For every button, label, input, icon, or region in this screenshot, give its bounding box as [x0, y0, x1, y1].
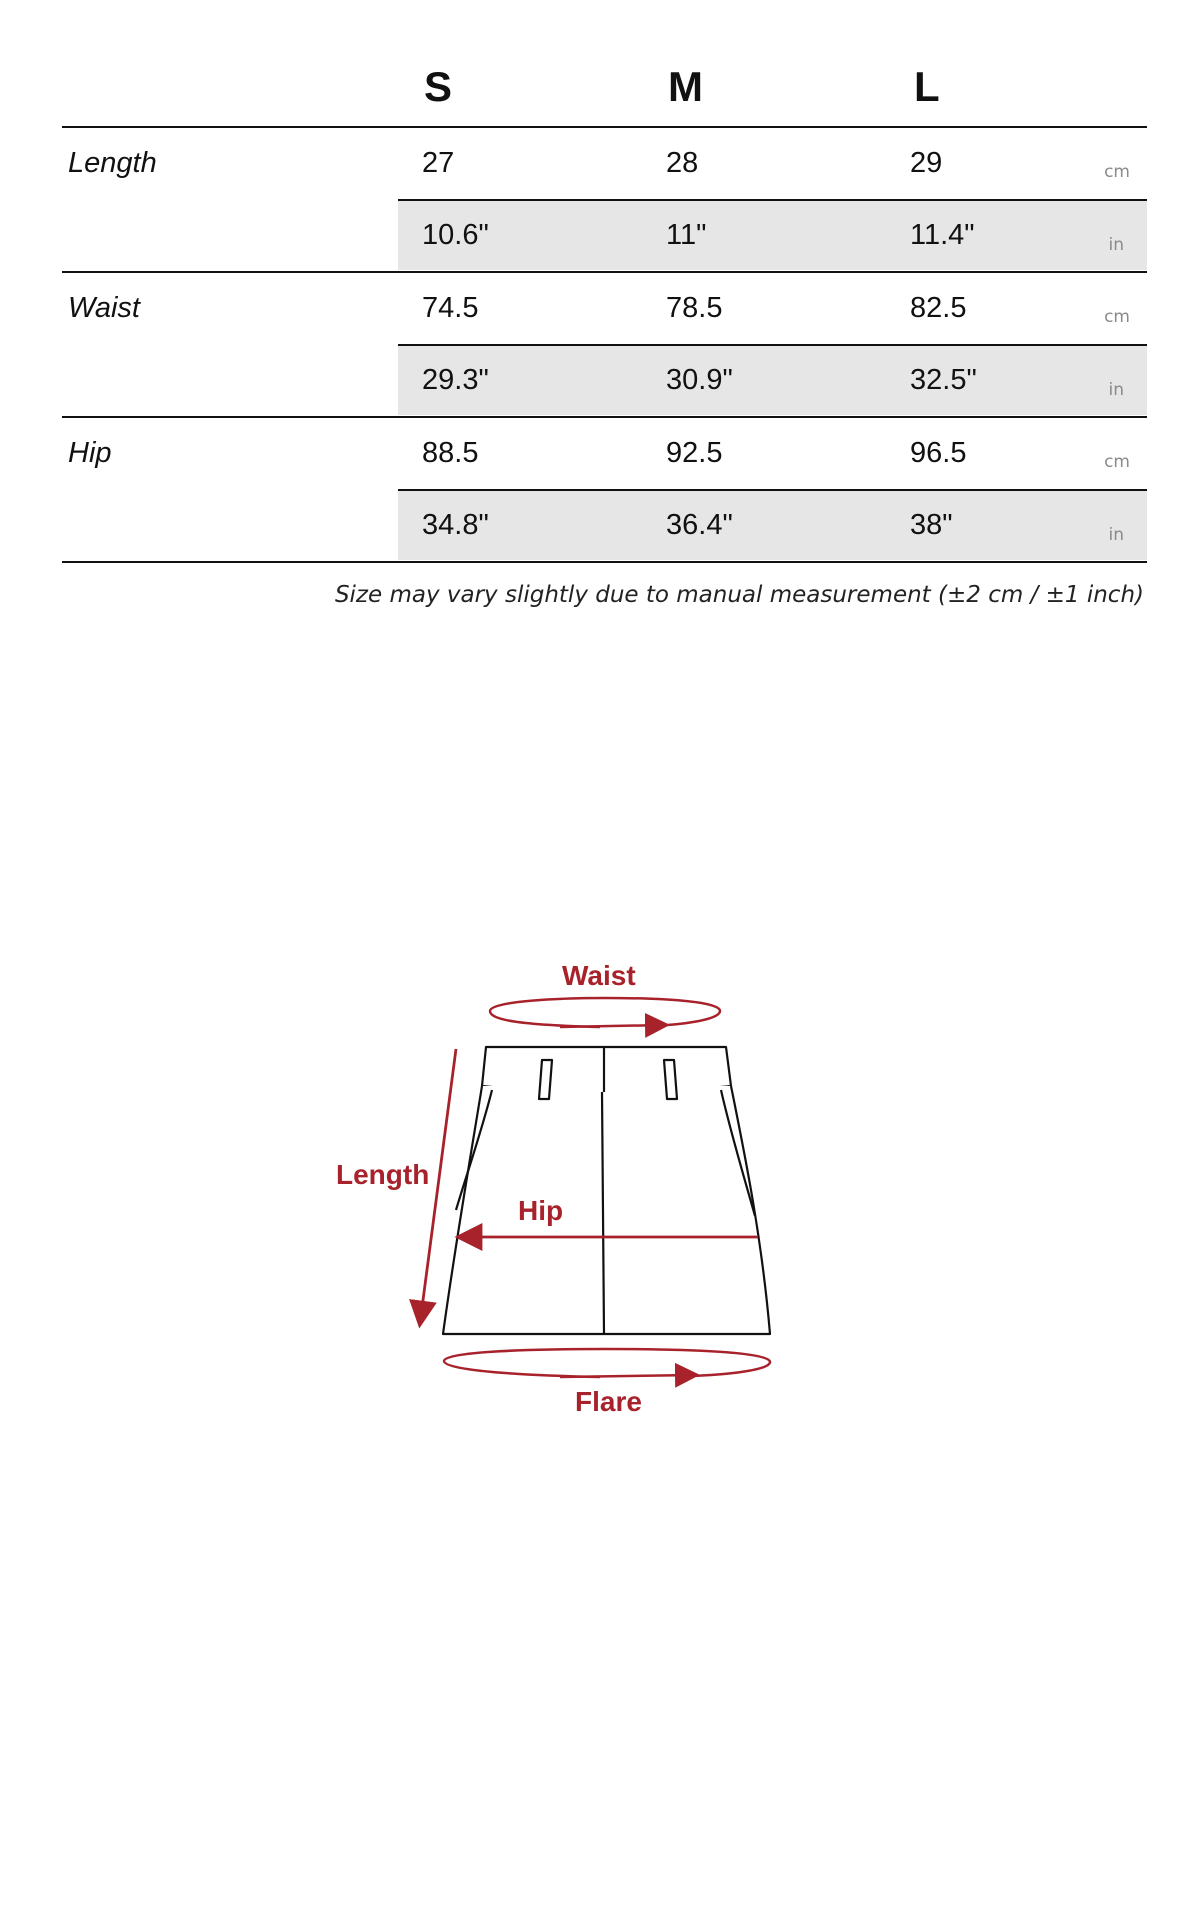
row-label-length: Length — [68, 147, 157, 179]
length-cm-unit: cm — [1104, 162, 1130, 182]
waist-s-cm: 74.5 — [422, 292, 479, 324]
length-m-cm: 28 — [666, 147, 699, 179]
waist-s-in: 29.3" — [422, 364, 489, 396]
length-s-in: 10.6" — [422, 219, 489, 251]
size-header-l: L — [914, 63, 940, 110]
waist-cm-unit: cm — [1104, 307, 1130, 327]
waist-l-in: 32.5" — [910, 364, 977, 396]
measurement-note: Size may vary slightly due to manual measurement (±2 cm / ±1 inch) — [334, 582, 1144, 608]
hip-s-cm: 88.5 — [422, 437, 479, 469]
diagram-label-length: Length — [336, 1159, 430, 1190]
diagram-label-waist: Waist — [562, 960, 636, 991]
waist-in-unit: in — [1108, 380, 1124, 400]
skirt-outline — [443, 1047, 770, 1334]
flare-measure-arrow — [444, 1349, 770, 1377]
row-label-waist: Waist — [68, 292, 140, 324]
size-header-m: M — [668, 63, 703, 110]
length-l-cm: 29 — [910, 147, 943, 179]
waist-l-cm: 82.5 — [910, 292, 967, 324]
row-label-hip: Hip — [68, 437, 112, 469]
size-header-s: S — [424, 63, 453, 110]
hip-s-in: 34.8" — [422, 509, 489, 541]
hip-m-cm: 92.5 — [666, 437, 723, 469]
hip-l-cm: 96.5 — [910, 437, 967, 469]
waist-m-in: 30.9" — [666, 364, 733, 396]
diagram-label-hip: Hip — [518, 1195, 564, 1226]
hip-m-in: 36.4" — [666, 509, 733, 541]
length-m-in: 11" — [666, 219, 707, 251]
hip-l-in: 38" — [910, 509, 953, 541]
length-l-in: 11.4" — [910, 219, 975, 251]
length-s-cm: 27 — [422, 147, 455, 179]
length-in-unit: in — [1108, 235, 1124, 255]
hip-in-unit: in — [1108, 525, 1124, 545]
waist-measure-arrow — [490, 998, 720, 1027]
hip-cm-unit: cm — [1104, 452, 1130, 472]
diagram-label-flare: Flare — [575, 1386, 642, 1417]
waist-m-cm: 78.5 — [666, 292, 723, 324]
